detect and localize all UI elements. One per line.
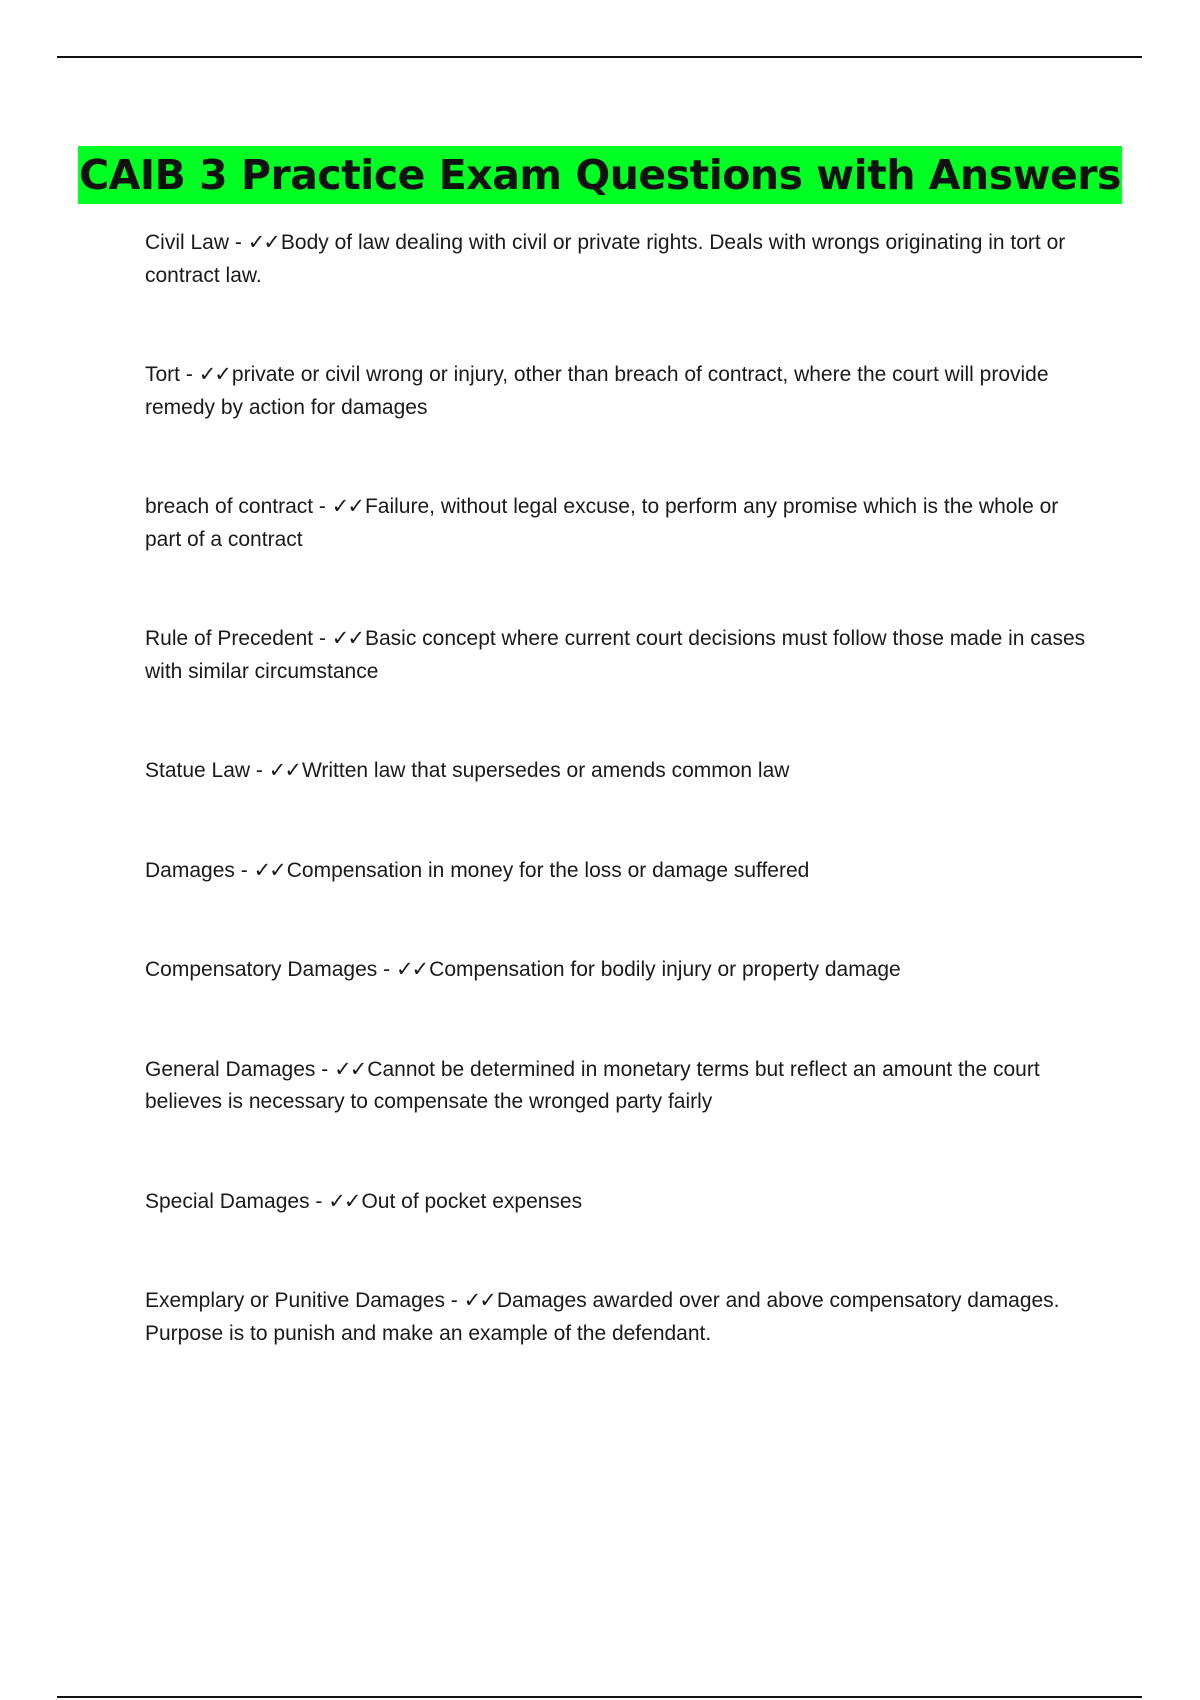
- double-check-icon: ✓✓: [463, 1288, 495, 1312]
- entry-term: Special Damages: [145, 1189, 310, 1213]
- entry-definition: Compensation for bodily injury or property damage: [429, 958, 901, 981]
- entry-separator: -: [377, 958, 396, 981]
- entry-definition: Failure, without legal excuse, to perform any promise which is the whole or part of a contract: [145, 495, 1059, 551]
- title-container: [0, 146, 1200, 204]
- entry-separator: -: [313, 627, 332, 650]
- entry-separator: -: [313, 495, 332, 518]
- qa-entry: [145, 1284, 1090, 1350]
- entry-separator: -: [309, 1189, 329, 1213]
- entry-separator: -: [444, 1289, 464, 1312]
- double-check-icon: ✓✓: [331, 626, 363, 650]
- qa-list: [145, 226, 1090, 1416]
- entry-separator: -: [315, 1057, 335, 1081]
- entry-separator: -: [234, 858, 254, 882]
- entry-definition: Compensation in money for the loss or damage suffered: [286, 858, 810, 882]
- entry-definition: Body of law dealing with civil or private rights. Deals with wrongs originating in tort or contract law.: [145, 231, 1066, 287]
- entry-term: Tort: [145, 363, 181, 386]
- entry-term: General Damages: [145, 1057, 316, 1081]
- qa-entry: [145, 226, 1090, 292]
- entry-definition: Written law that supersedes or amends common law: [301, 759, 790, 782]
- double-check-icon: ✓✓: [395, 957, 428, 981]
- qa-entry: [145, 953, 1090, 987]
- bottom-rule: [57, 1696, 1142, 1698]
- entry-term: Rule of Precedent: [145, 627, 314, 650]
- entry-term: Civil Law: [145, 231, 230, 254]
- qa-entry: [145, 358, 1090, 424]
- double-check-icon: ✓✓: [331, 494, 363, 518]
- entry-definition: Basic concept where current court decisions must follow those made in cases with similar circumstance: [145, 627, 1086, 683]
- double-check-icon: ✓✓: [334, 1056, 366, 1081]
- qa-entry: [145, 1185, 1090, 1219]
- double-check-icon: ✓✓: [198, 362, 230, 386]
- entry-separator: -: [250, 759, 269, 782]
- qa-entry: [145, 622, 1090, 688]
- entry-term: Exemplary or Punitive Damages: [145, 1289, 445, 1312]
- entry-term: Statue Law: [145, 759, 251, 782]
- page-title: CAIB 3 Practice Exam Questions with Answers: [78, 146, 1122, 204]
- double-check-icon: ✓✓: [247, 230, 279, 254]
- entry-separator: -: [229, 231, 248, 254]
- entry-term: Compensatory Damages: [145, 958, 378, 981]
- entry-definition: Damages awarded over and above compensatory damages. Purpose is to punish and make an example of the defendant.: [145, 1289, 1060, 1345]
- entry-term: breach of contract: [145, 495, 314, 518]
- double-check-icon: ✓✓: [328, 1188, 360, 1213]
- entry-definition: Cannot be determined in monetary terms but reflect an amount the court believes is necessary to compensate the wronged party fairly: [145, 1057, 1040, 1113]
- qa-entry: [145, 854, 1090, 888]
- entry-definition: Out of pocket expenses: [361, 1189, 583, 1213]
- qa-entry: [145, 1053, 1090, 1119]
- double-check-icon: ✓✓: [253, 857, 285, 882]
- double-check-icon: ✓✓: [268, 758, 300, 782]
- qa-entry: [145, 754, 1090, 788]
- top-rule: [57, 56, 1142, 58]
- qa-entry: [145, 490, 1090, 556]
- entry-definition: private or civil wrong or injury, other than breach of contract, where the court will provide remedy by action for damages: [145, 363, 1049, 419]
- entry-term: Damages: [145, 858, 235, 882]
- entry-separator: -: [180, 363, 199, 386]
